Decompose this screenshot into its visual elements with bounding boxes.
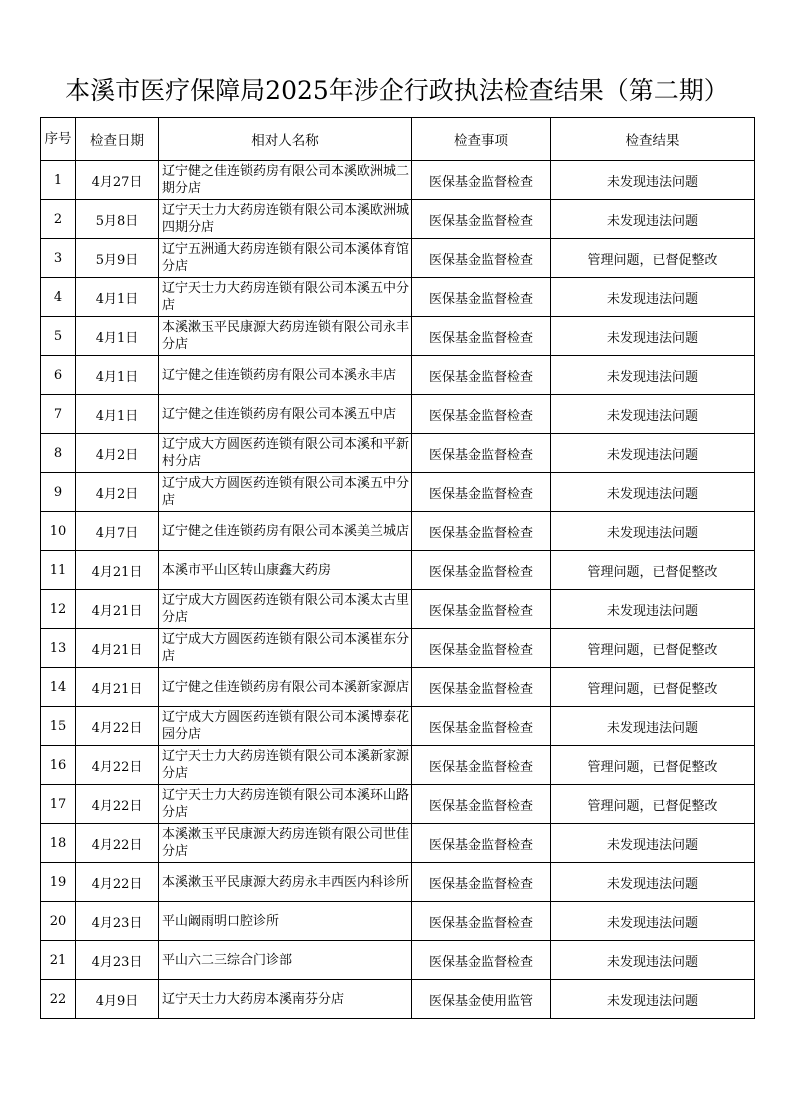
inspection-item: 医保基金监督检查 <box>412 356 551 395</box>
table-row <box>41 239 755 278</box>
counterparty-name: 辽宁天士力大药房连锁有限公司本溪环山路分店 <box>159 785 412 824</box>
counterparty-name: 辽宁成大方圆医药连锁有限公司本溪崔东分店 <box>159 629 412 668</box>
inspection-result: 未发现违法问题 <box>551 278 755 317</box>
inspection-result: 未发现违法问题 <box>551 161 755 200</box>
table-row <box>41 200 755 239</box>
table-row <box>41 434 755 473</box>
inspection-item: 医保基金监督检查 <box>412 746 551 785</box>
header-item: 检查事项 <box>412 118 551 161</box>
counterparty-name: 本溪漱玉平民康源大药房连锁有限公司世佳分店 <box>159 824 412 863</box>
header-result: 检查结果 <box>551 118 755 161</box>
counterparty-name: 本溪漱玉平民康源大药房连锁有限公司永丰分店 <box>159 317 412 356</box>
inspection-date: 4月22日 <box>76 746 159 785</box>
inspection-item: 医保基金监督检查 <box>412 473 551 512</box>
counterparty-name: 辽宁健之佳连锁药房有限公司本溪新家源店 <box>159 668 412 707</box>
page-title: 本溪市医疗保障局2025年涉企行政执法检查结果（第二期） <box>65 76 729 105</box>
inspection-date: 4月1日 <box>76 317 159 356</box>
inspection-result: 未发现违法问题 <box>551 863 755 902</box>
inspection-result: 未发现违法问题 <box>551 824 755 863</box>
inspection-item: 医保基金监督检查 <box>412 317 551 356</box>
inspection-date: 4月2日 <box>76 434 159 473</box>
counterparty-name: 辽宁健之佳连锁药房有限公司本溪美兰城店 <box>159 512 412 551</box>
table-row <box>41 278 755 317</box>
inspection-date: 4月22日 <box>76 824 159 863</box>
inspection-date: 4月21日 <box>76 629 159 668</box>
row-number: 15 <box>41 707 76 746</box>
inspection-date: 4月2日 <box>76 473 159 512</box>
inspection-date: 4月9日 <box>76 980 159 1019</box>
inspection-date: 4月23日 <box>76 902 159 941</box>
inspection-date: 4月21日 <box>76 668 159 707</box>
inspection-date: 4月22日 <box>76 785 159 824</box>
inspection-result: 未发现违法问题 <box>551 707 755 746</box>
table-row <box>41 629 755 668</box>
inspection-result: 未发现违法问题 <box>551 473 755 512</box>
inspection-item: 医保基金监督检查 <box>412 941 551 980</box>
counterparty-name: 辽宁五洲通大药房连锁有限公司本溪体育馆分店 <box>159 239 412 278</box>
counterparty-name: 平山阚雨明口腔诊所 <box>159 902 412 941</box>
counterparty-name: 辽宁天士力大药房连锁有限公司本溪欧洲城四期分店 <box>159 200 412 239</box>
inspection-item: 医保基金监督检查 <box>412 512 551 551</box>
inspection-item: 医保基金监督检查 <box>412 863 551 902</box>
row-number: 4 <box>41 278 76 317</box>
counterparty-name: 辽宁成大方圆医药连锁有限公司本溪五中分店 <box>159 473 412 512</box>
table-row <box>41 863 755 902</box>
inspection-result: 未发现违法问题 <box>551 395 755 434</box>
inspection-result: 未发现违法问题 <box>551 356 755 395</box>
header-no: 序号 <box>41 118 76 161</box>
inspection-result: 管理问题，已督促整改 <box>551 239 755 278</box>
row-number: 12 <box>41 590 76 629</box>
header-name: 相对人名称 <box>159 118 412 161</box>
table-row <box>41 356 755 395</box>
row-number: 20 <box>41 902 76 941</box>
counterparty-name: 辽宁成大方圆医药连锁有限公司本溪太古里分店 <box>159 590 412 629</box>
inspection-result: 未发现违法问题 <box>551 512 755 551</box>
inspection-result: 管理问题，已督促整改 <box>551 629 755 668</box>
inspection-item: 医保基金监督检查 <box>412 434 551 473</box>
row-number: 5 <box>41 317 76 356</box>
inspection-result: 未发现违法问题 <box>551 434 755 473</box>
inspection-date: 4月27日 <box>76 161 159 200</box>
inspection-result: 未发现违法问题 <box>551 902 755 941</box>
inspection-date: 4月1日 <box>76 395 159 434</box>
inspection-date: 4月1日 <box>76 278 159 317</box>
row-number: 3 <box>41 239 76 278</box>
inspection-item: 医保基金监督检查 <box>412 590 551 629</box>
inspection-item: 医保基金监督检查 <box>412 395 551 434</box>
inspection-item: 医保基金监督检查 <box>412 161 551 200</box>
inspection-date: 4月1日 <box>76 356 159 395</box>
inspection-date: 4月21日 <box>76 590 159 629</box>
inspection-date: 4月22日 <box>76 863 159 902</box>
table-row <box>41 941 755 980</box>
inspection-results-table <box>40 117 755 1019</box>
row-number: 10 <box>41 512 76 551</box>
row-number: 7 <box>41 395 76 434</box>
inspection-result: 未发现违法问题 <box>551 317 755 356</box>
row-number: 14 <box>41 668 76 707</box>
inspection-date: 5月9日 <box>76 239 159 278</box>
inspection-date: 4月7日 <box>76 512 159 551</box>
counterparty-name: 本溪市平山区转山康鑫大药房 <box>159 551 412 590</box>
counterparty-name: 平山六二三综合门诊部 <box>159 941 412 980</box>
counterparty-name: 辽宁天士力大药房连锁有限公司本溪五中分店 <box>159 278 412 317</box>
inspection-item: 医保基金监督检查 <box>412 902 551 941</box>
table-row <box>41 473 755 512</box>
row-number: 19 <box>41 863 76 902</box>
table-row <box>41 746 755 785</box>
inspection-item: 医保基金监督检查 <box>412 824 551 863</box>
table-row <box>41 551 755 590</box>
counterparty-name: 本溪漱玉平民康源大药房永丰西医内科诊所 <box>159 863 412 902</box>
inspection-item: 医保基金监督检查 <box>412 239 551 278</box>
inspection-item: 医保基金监督检查 <box>412 278 551 317</box>
counterparty-name: 辽宁健之佳连锁药房有限公司本溪永丰店 <box>159 356 412 395</box>
inspection-item: 医保基金使用监管 <box>412 980 551 1019</box>
counterparty-name: 辽宁成大方圆医药连锁有限公司本溪和平新村分店 <box>159 434 412 473</box>
table-row <box>41 590 755 629</box>
inspection-date: 4月21日 <box>76 551 159 590</box>
counterparty-name: 辽宁健之佳连锁药房有限公司本溪欧洲城二期分店 <box>159 161 412 200</box>
inspection-result: 未发现违法问题 <box>551 980 755 1019</box>
row-number: 6 <box>41 356 76 395</box>
table-row <box>41 824 755 863</box>
inspection-result: 管理问题，已督促整改 <box>551 551 755 590</box>
inspection-item: 医保基金监督检查 <box>412 200 551 239</box>
row-number: 1 <box>41 161 76 200</box>
table-row <box>41 317 755 356</box>
row-number: 2 <box>41 200 76 239</box>
row-number: 11 <box>41 551 76 590</box>
inspection-date: 5月8日 <box>76 200 159 239</box>
header-date: 检查日期 <box>76 118 159 161</box>
inspection-result: 未发现违法问题 <box>551 200 755 239</box>
row-number: 9 <box>41 473 76 512</box>
row-number: 13 <box>41 629 76 668</box>
row-number: 21 <box>41 941 76 980</box>
table-row <box>41 902 755 941</box>
counterparty-name: 辽宁成大方圆医药连锁有限公司本溪博泰花园分店 <box>159 707 412 746</box>
table-header-row <box>41 118 755 161</box>
table-row <box>41 707 755 746</box>
inspection-result: 管理问题，已督促整改 <box>551 746 755 785</box>
table-row <box>41 980 755 1019</box>
inspection-item: 医保基金监督检查 <box>412 551 551 590</box>
table-row <box>41 512 755 551</box>
inspection-item: 医保基金监督检查 <box>412 629 551 668</box>
inspection-date: 4月22日 <box>76 707 159 746</box>
inspection-result: 管理问题，已督促整改 <box>551 668 755 707</box>
inspection-item: 医保基金监督检查 <box>412 707 551 746</box>
inspection-result: 未发现违法问题 <box>551 941 755 980</box>
inspection-item: 医保基金监督检查 <box>412 668 551 707</box>
counterparty-name: 辽宁天士力大药房连锁有限公司本溪新家源分店 <box>159 746 412 785</box>
table-row <box>41 668 755 707</box>
inspection-result: 管理问题，已督促整改 <box>551 785 755 824</box>
inspection-item: 医保基金监督检查 <box>412 785 551 824</box>
inspection-result: 未发现违法问题 <box>551 590 755 629</box>
counterparty-name: 辽宁天士力大药房本溪南芬分店 <box>159 980 412 1019</box>
row-number: 8 <box>41 434 76 473</box>
row-number: 17 <box>41 785 76 824</box>
row-number: 16 <box>41 746 76 785</box>
table-row <box>41 395 755 434</box>
inspection-date: 4月23日 <box>76 941 159 980</box>
row-number: 18 <box>41 824 76 863</box>
table-row <box>41 161 755 200</box>
table-row <box>41 785 755 824</box>
row-number: 22 <box>41 980 76 1019</box>
counterparty-name: 辽宁健之佳连锁药房有限公司本溪五中店 <box>159 395 412 434</box>
